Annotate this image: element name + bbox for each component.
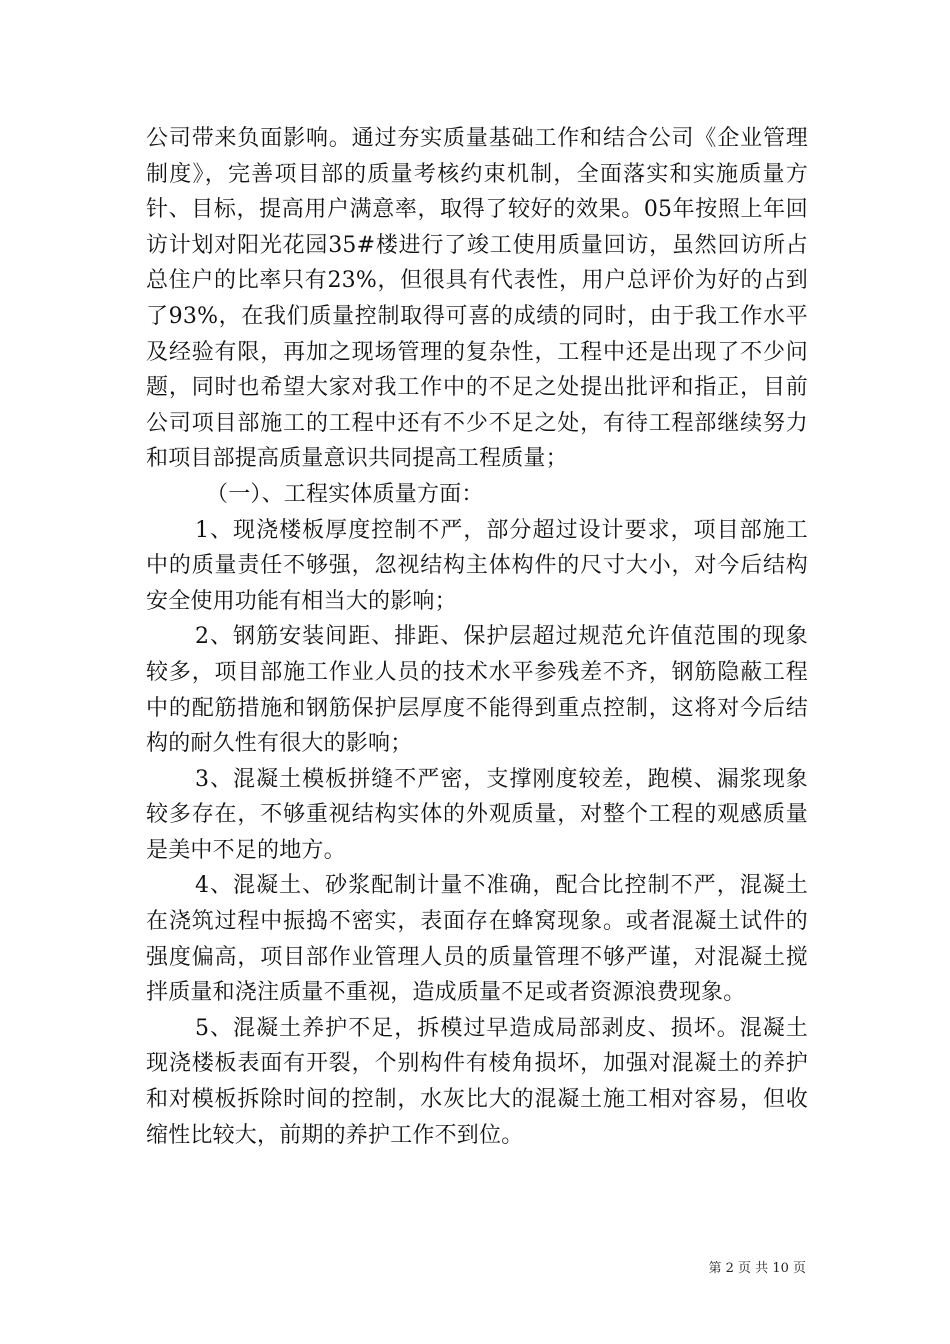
page-number-footer: 第 2 页 共 10 页	[708, 1261, 806, 1276]
paragraph-item-1: 1、现浇楼板厚度控制不严，部分超过设计要求，项目部施工中的质量责任不够强，忽视结构主体构件的尺寸大小，对今后结构安全使用功能有相当大的影响；	[146, 517, 808, 614]
paragraph-item-4: 4、混凝土、砂浆配制计量不准确，配合比控制不严，混凝土在浇筑过程中振捣不密实，表面存在蜂窝现象。或者混凝土试件的强度偏高，项目部作业管理人员的质量管理不够严谨，对混凝土搅拌质量和浇注质量不重视，造成质量不足或者资源浪费现象。	[146, 873, 808, 1006]
paragraph-intro: 公司带来负面影响。通过夯实质量基础工作和结合公司《企业管理制度》，完善项目部的质量考核约束机制，全面落实和实施质量方针、目标，提高用户满意率，取得了较好的效果。05年按照上年回访计划对阳光花园35#楼进行了竣工使用质量回访，虽然回访所占总住户的比率只有23%，但很具有代表性，用户总评价为好的占到了93%，在我们质量控制取得可喜的成绩的同时，由于我工作水平及经验有限，再加之现场管理的复杂性，工程中还是出现了不少问题，同时也希望大家对我工作中的不足之处提出批评和指正，目前公司项目部施工的工程中还有不少不足之处，有待工程部继续努力和项目部提高质量意识共同提高工程质量；	[146, 126, 808, 472]
paragraph-item-2: 2、钢筋安装间距、排距、保护层超过规范允许值范围的现象较多，项目部施工作业人员的技术水平参残差不齐，钢筋隐蔽工程中的配筋措施和钢筋保护层厚度不能得到重点控制，这将对今后结构的耐久性有很大的影响；	[146, 624, 808, 757]
paragraph-item-3: 3、混凝土模板拼缝不严密，支撑刚度较差，跑模、漏浆现象较多存在，不够重视结构实体的外观质量，对整个工程的观感质量是美中不足的地方。	[146, 766, 808, 863]
paragraph-item-5: 5、混凝土养护不足，拆模过早造成局部剥皮、损坏。混凝土现浇楼板表面有开裂，个别构件有棱角损坏，加强对混凝土的养护和对模板拆除时间的控制，水灰比大的混凝土施工相对容易，但收缩性比较大，前期的养护工作不到位。	[146, 1015, 808, 1148]
section-heading: （一）、工程实体质量方面：	[206, 481, 484, 507]
document-body	[146, 121, 808, 1153]
